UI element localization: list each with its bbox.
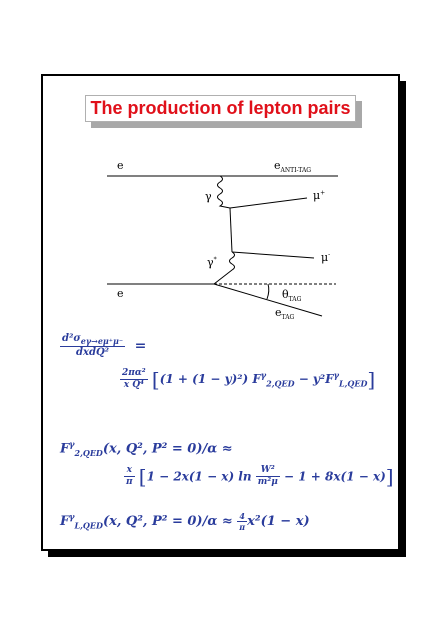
label-e-antitag: $e_{ANTI-TAG}$ — [274, 159, 312, 175]
equation-f2-qed-rhs: $\frac{x}{\pi}$ [1 − 2x(1 − x) ln $\frac{\text{W²}}{\text{m²μ}}$ − 1 + 8x(1 − x)] — [126, 464, 394, 489]
label-mu-plus: μ+ — [313, 189, 326, 202]
theta-arc — [267, 284, 269, 299]
muon-plus-line — [230, 198, 307, 208]
equation-f2-qed-lhs: $F^\gamma_{2,QED}(x$, Q², P² = 0)/α ≈ — [60, 439, 233, 458]
photon-line-gamma — [218, 176, 231, 208]
label-e-incoming-bottom: e — [117, 287, 124, 300]
label-gamma-star: γ* — [207, 256, 217, 269]
label-gamma: γ — [205, 190, 212, 203]
label-theta-tag: $\theta_{TAG}$ — [282, 288, 302, 304]
muon-propagator — [230, 208, 232, 252]
electron-tag-line — [214, 284, 322, 316]
equation-cross-section-rhs: $\frac{\text{2πα²}}{\text{x Q⁴}}$ [(1 + (1 − y)²) $F^\gamma_{2,QED} - y^2F^\gamma_{L,QED}$] — [122, 367, 376, 392]
muon-minus-line — [232, 252, 314, 258]
label-e-incoming-top: e — [117, 159, 124, 172]
photon-line-gamma-star — [214, 252, 235, 284]
label-e-tag: $e_{TAG}$ — [275, 306, 295, 322]
equation-fl-qed: $F^\gamma_{L,QED}(x$, Q², P² = 0)/α ≈ $\frac{4}{\pi}$ x²(1 − x) — [60, 511, 310, 532]
slide-title: The production of lepton pairs — [85, 95, 356, 122]
label-mu-minus: μ- — [321, 251, 331, 264]
equation-cross-section-lhs: $\frac{d^2\sigma_{e\gamma\to e\mu^+\mu^-}}{\text{dxdQ²}}$ = — [62, 333, 147, 358]
